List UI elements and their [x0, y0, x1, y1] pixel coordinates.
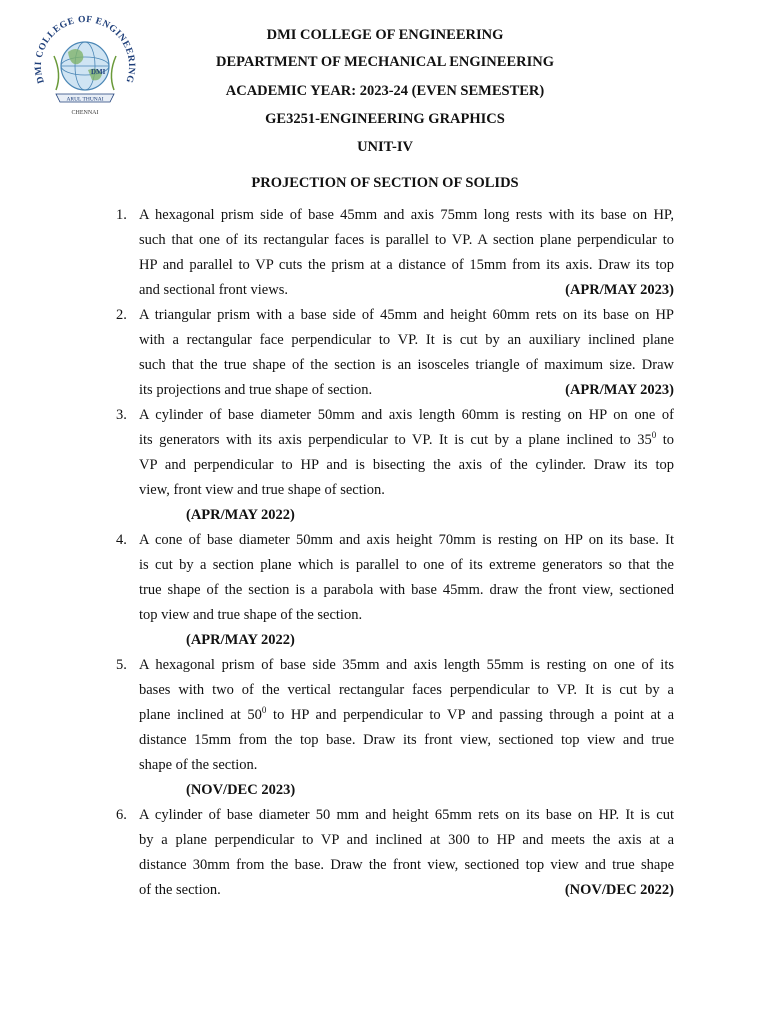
exam-session-tag: (NOV/DEC 2022) — [564, 882, 674, 898]
question-number: 5. — [116, 657, 127, 673]
question-2 — [112, 303, 674, 403]
question-line: true shape of the section is a parabola with base 45mm. draw the front view, sectioned — [139, 582, 674, 598]
logo-mark: DMI — [91, 68, 106, 76]
question-line-last — [139, 378, 674, 403]
question-number: 3. — [116, 407, 127, 423]
question-list — [112, 203, 674, 903]
exam-session-tag: (NOV/DEC 2023) — [186, 782, 296, 798]
question-number: 2. — [116, 307, 127, 323]
question-line: with a rectangular face perpendicular to VP. It is cut by an auxiliary inclined plane — [139, 332, 674, 348]
question-line: A cone of base diameter 50mm and axis height 70mm is resting on HP on its base. It — [139, 532, 674, 548]
question-line-last — [139, 278, 674, 303]
question-number: 1. — [116, 207, 127, 223]
question-line-last — [139, 878, 674, 903]
question-text: to HP and perpendicular to VP and passing through a point at a — [266, 707, 675, 723]
question-line: VP and perpendicular to HP and is bisecting the axis of the cylinder. Draw its top — [139, 457, 674, 473]
degree-superscript: 0 — [261, 705, 267, 716]
question-line: HP and parallel to VP cuts the prism at a distance of 15mm from its axis. Draw its top — [139, 257, 674, 273]
question-line: shape of the section. — [139, 757, 258, 773]
course-code: GE3251-ENGINEERING GRAPHICS — [265, 111, 505, 127]
question-line: A triangular prism with a base side of 45mm and height 60mm rets on its base on HP — [139, 307, 674, 323]
degree-superscript: 0 — [651, 430, 657, 441]
question-line: is cut by a section plane which is parallel to one of its extreme generators so that the — [139, 557, 674, 573]
academic-year: ACADEMIC YEAR: 2023-24 (EVEN SEMESTER) — [225, 83, 545, 99]
exam-session-tag: (APR/MAY 2022) — [186, 632, 295, 648]
exam-session-tag: (APR/MAY 2022) — [186, 507, 295, 523]
logo-arc-text: DMI COLLEGE OF ENGINEERING — [33, 14, 137, 85]
question-line — [139, 428, 674, 453]
question-line: such that one of its rectangular faces is parallel to VP. A section plane perpendicular to — [139, 232, 674, 248]
question-number: 4. — [116, 532, 127, 548]
question-3 — [112, 403, 674, 528]
exam-session-tag: (APR/MAY 2023) — [565, 382, 674, 398]
question-line: such that the true shape of the section is an isosceles triangle of maximum size. Draw — [139, 357, 674, 373]
question-line: A hexagonal prism side of base 45mm and axis 75mm long rests with its base on HP, — [139, 207, 674, 223]
question-text: of the section. — [139, 882, 221, 898]
question-text: plane inclined at 50 — [139, 707, 262, 723]
unit-label: UNIT-IV — [357, 139, 413, 155]
question-text: and sectional front views. — [139, 282, 288, 298]
question-line: view, front view and true shape of section. — [139, 482, 385, 498]
question-line: top view and true shape of the section. — [139, 607, 363, 623]
question-number: 6. — [116, 807, 127, 823]
logo-city: CHENNAI — [71, 110, 99, 116]
question-1 — [112, 203, 674, 303]
college-logo — [30, 10, 140, 122]
logo-ribbon-text: ARUL THUNAI — [66, 96, 104, 103]
exam-session-tag: (APR/MAY 2023) — [565, 282, 674, 298]
question-line: A hexagonal prism of base side 35mm and axis length 55mm is resting on one of its — [139, 657, 674, 673]
question-line: distance 15mm from the top base. Draw its front view, sectioned top view and true — [139, 732, 674, 748]
question-line: A cylinder of base diameter 50 mm and height 65mm rets on its base on HP. It is cut — [139, 807, 674, 823]
question-4 — [112, 528, 674, 653]
question-text: to — [656, 432, 674, 448]
question-line: by a plane perpendicular to VP and inclined at 300 to HP and meets the axis at a — [139, 832, 674, 848]
question-5 — [112, 653, 674, 803]
department-name: DEPARTMENT OF MECHANICAL ENGINEERING — [216, 54, 554, 70]
question-text: its generators with its axis perpendicular to VP. It is cut by a plane inclined to 35 — [139, 432, 652, 448]
college-name: DMI COLLEGE OF ENGINEERING — [266, 27, 504, 43]
question-line: distance 30mm from the base. Draw the front view, sectioned top view and true shape — [139, 857, 674, 873]
question-text: its projections and true shape of section. — [139, 382, 373, 398]
question-6 — [112, 803, 674, 903]
question-line — [139, 703, 674, 728]
question-line: bases with two of the vertical rectangular faces perpendicular to VP. It is cut by a — [139, 682, 674, 698]
question-line: A cylinder of base diameter 50mm and axis length 60mm is resting on HP on one of — [139, 407, 674, 423]
page-title: PROJECTION OF SECTION OF SOLIDS — [251, 175, 519, 191]
